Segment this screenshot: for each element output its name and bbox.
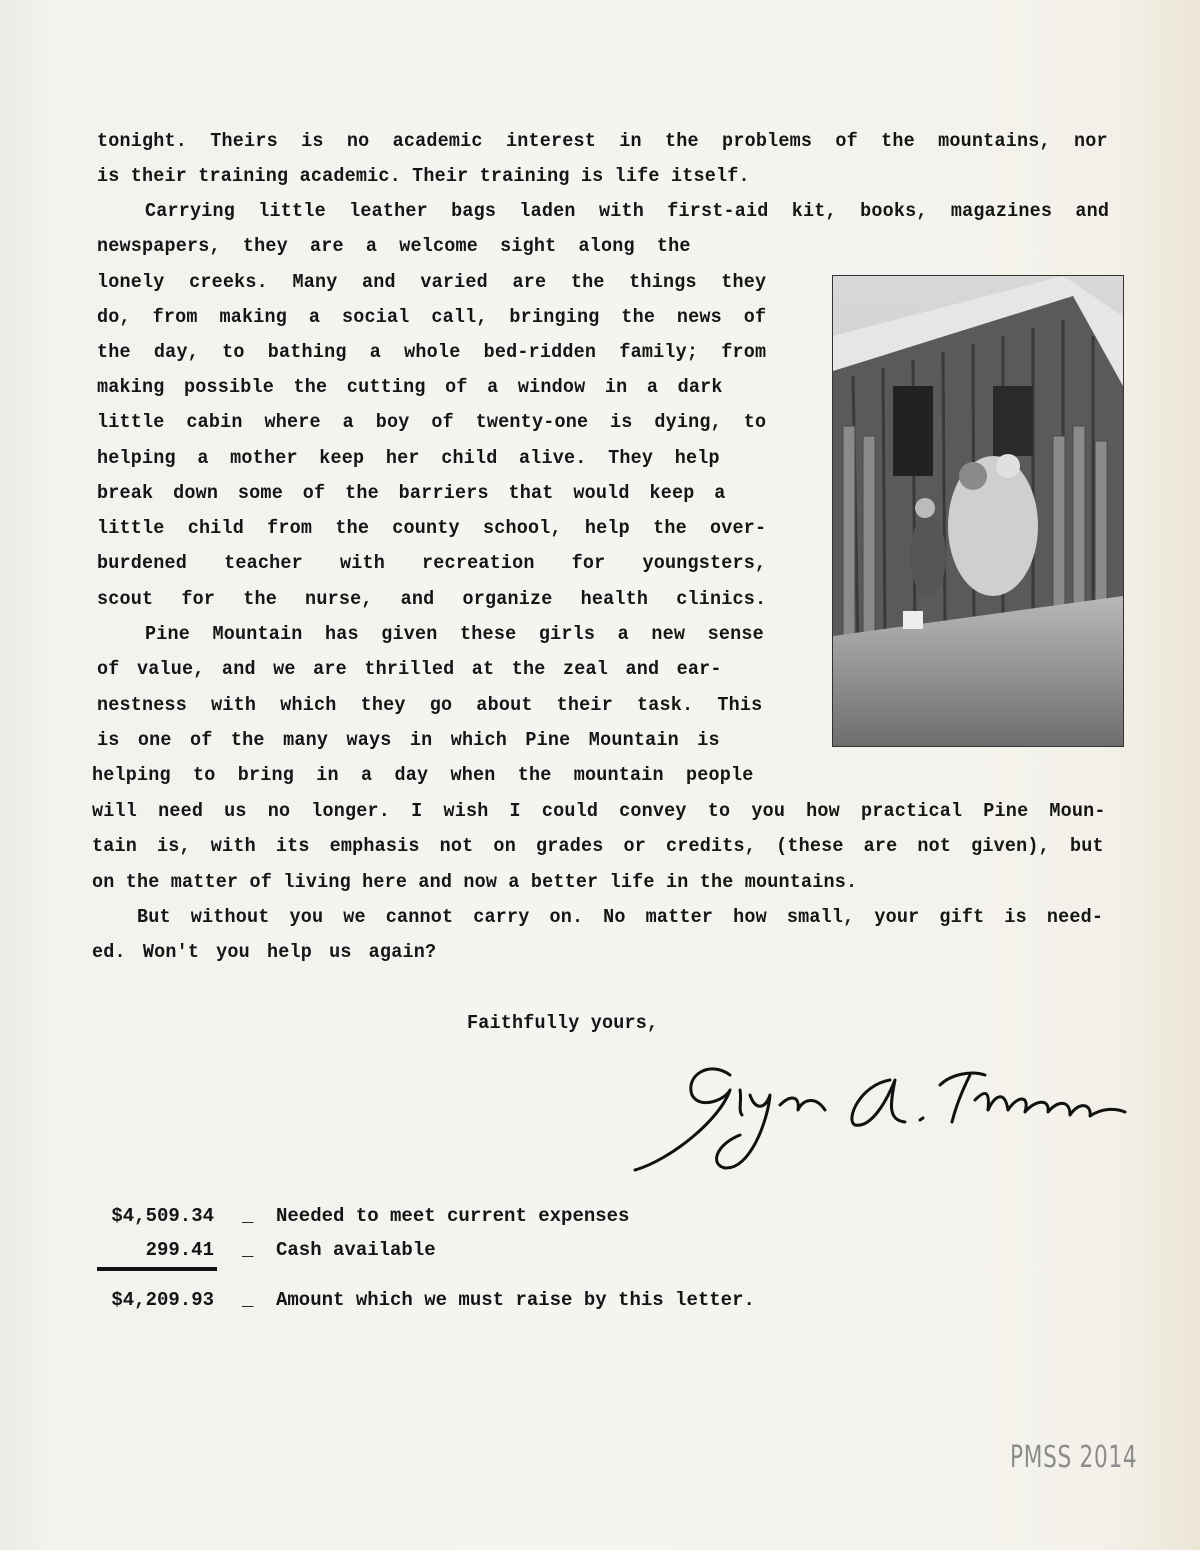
- dash: _: [242, 1205, 254, 1227]
- text-line: will need us no longer. I wish I could convey to you how practical Pine Moun-: [92, 800, 1106, 822]
- text-line: do, from making a social call, bringing the news of: [97, 306, 767, 328]
- text-line: on the matter of living here and now a better life in the mountains.: [92, 871, 858, 893]
- text-line: scout for the nurse, and organize health clinics.: [97, 588, 767, 610]
- text-line: of value, and we are thrilled at the zeal and ear-: [97, 658, 722, 680]
- cash-label: Cash available: [276, 1239, 436, 1261]
- cash-amount: 299.41: [145, 1239, 214, 1261]
- text-line: helping to bring in a day when the mountain people: [92, 764, 754, 786]
- text-line: break down some of the barriers that would keep a: [97, 482, 726, 504]
- text-line: making possible the cutting of a window in a dark: [97, 376, 723, 398]
- dash: _: [242, 1289, 254, 1311]
- text-line: is one of the many ways in which Pine Mountain is: [97, 729, 720, 751]
- text-line: lonely creeks. Many and varied are the things they: [97, 271, 767, 293]
- sum-rule: [97, 1267, 217, 1271]
- dash: _: [242, 1239, 254, 1261]
- text-line: the day, to bathing a whole bed-ridden family; from: [97, 341, 767, 363]
- text-line: ed. Won't you help us again?: [92, 941, 437, 963]
- expenses-label: Needed to meet current expenses: [276, 1205, 630, 1227]
- text-line: burdened teacher with recreation for youngsters,: [97, 552, 767, 574]
- text-line: little child from the county school, help the over-: [97, 517, 767, 539]
- cabin-photograph: [832, 275, 1124, 747]
- text-line: But without you we cannot carry on. No matter how small, your gift is need-: [137, 906, 1104, 928]
- needed-label: Amount which we must raise by this letter.: [276, 1289, 755, 1311]
- text-line: Carrying little leather bags laden with first-aid kit, books, magazines and: [145, 200, 1110, 222]
- text-line: tain is, with its emphasis not on grades or credits, (these are not given), but: [92, 835, 1104, 857]
- text-line: is their training academic. Their training is life itself.: [97, 165, 750, 187]
- cabin-photo-image: [833, 276, 1123, 746]
- closing: Faithfully yours,: [467, 1012, 659, 1034]
- text-line: little cabin where a boy of twenty-one is dying, to: [97, 411, 767, 433]
- text-line: Pine Mountain has given these girls a new sense: [145, 623, 764, 645]
- text-line: nestness with which they go about their task. This: [97, 694, 763, 716]
- text-line: tonight. Theirs is no academic interest in the problems of the mountains, nor: [97, 130, 1108, 152]
- needed-amount: $4,209.93: [111, 1289, 214, 1311]
- text-line: helping a mother keep her child alive. They help: [97, 447, 720, 469]
- archive-stamp: PMSS 2014: [1010, 1440, 1138, 1475]
- signature: [630, 1050, 1150, 1180]
- text-line: newspapers, they are a welcome sight along the: [97, 235, 691, 257]
- expenses-amount: $4,509.34: [111, 1205, 214, 1227]
